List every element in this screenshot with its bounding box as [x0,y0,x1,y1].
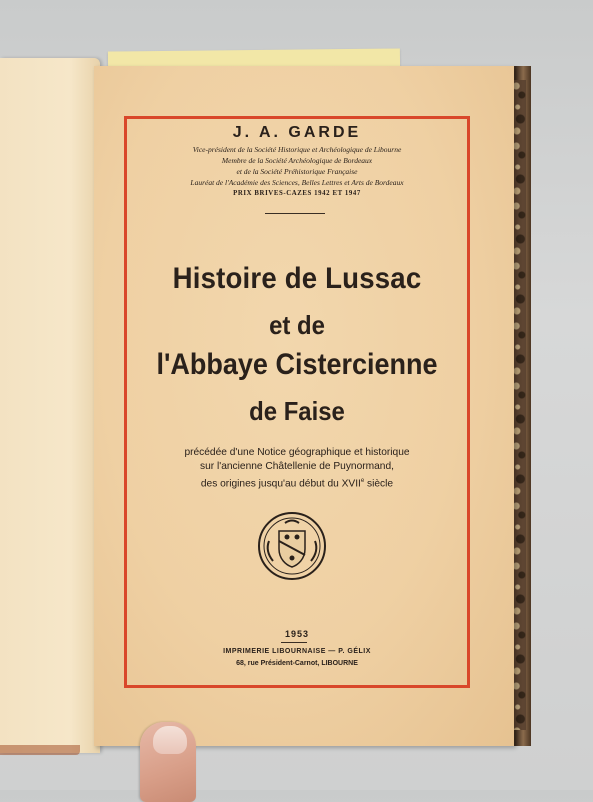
left-page [0,58,100,753]
credential-line: Membre de la Société Archéologique de Bordeaux [221,156,373,165]
divider [281,642,307,643]
title-line-1: Histoire de Lussac [172,262,422,295]
credential-line: Lauréat de l'Académie des Sciences, Belles Lettres et Arts de Bordeaux [190,178,404,187]
subtitle-text: siècle [364,478,394,490]
coat-of-arms-seal-icon [257,511,327,581]
publication-year: 1953 [284,629,310,639]
subtitle-line-2: sur l'ancienne Châtellenie de Puynormand, [200,461,394,472]
title-line-2: et de [269,310,325,340]
thumbnail [153,726,187,754]
printer-address: 68, rue Président-Carnot, LIBOURNE [236,660,358,667]
subtitle-line-1: précédée d'une Notice géographique et historique [184,447,410,458]
subtitle-line-3 [124,474,470,491]
prize-line: PRIX BRIVES-CAZES 1942 ET 1947 [233,190,361,197]
marbled-board [512,80,526,730]
credential-line: Vice-président de la Société Historique et Archéologique de Libourne [192,145,402,154]
subtitle-text: des origines jusqu'au début du XVII [200,478,361,490]
printer-name: IMPRIMERIE LIBOURNAISE — P. GÉLIX [223,648,371,655]
divider [265,213,325,214]
title-line-4: de Faise [249,396,345,426]
title-line-3: l'Abbaye Cistercienne [156,348,438,381]
left-page-edge [0,745,80,755]
credential-line: et de la Société Préhistorique Française [236,167,358,176]
superscript: e [360,478,365,484]
author-name: J. A. GARDE [232,124,362,141]
